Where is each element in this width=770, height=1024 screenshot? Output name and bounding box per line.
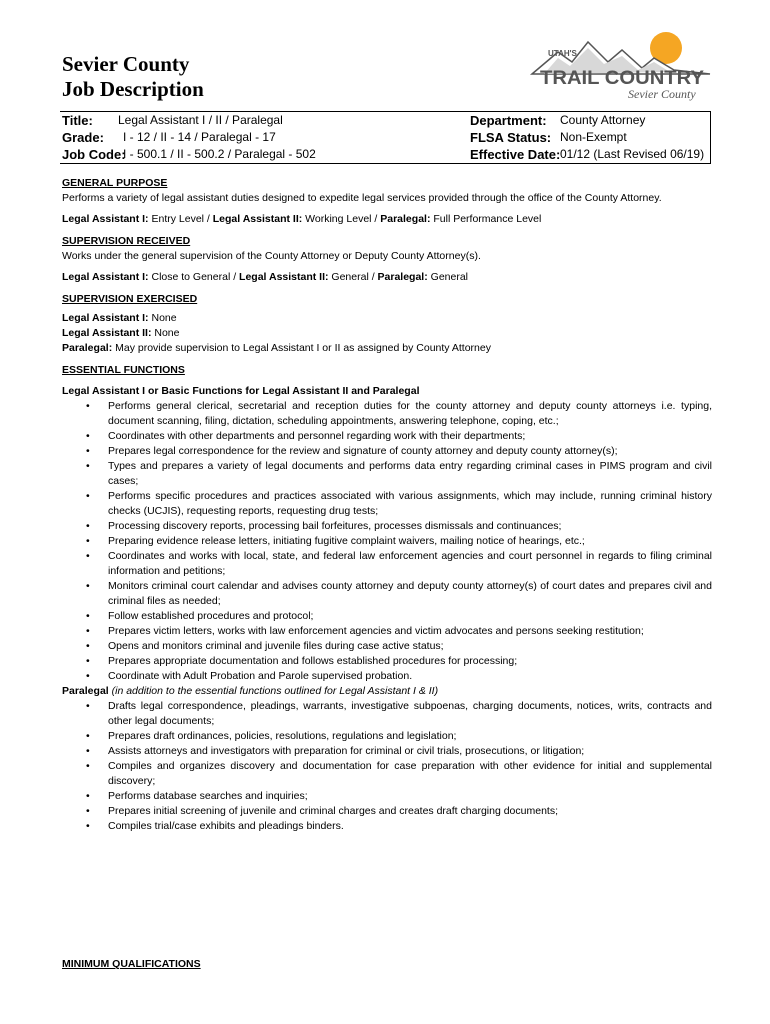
list-item: • Types and prepares a variety of legal documents and performs data entry regarding criminal cases in PIMS program and civil cases; [108, 459, 712, 489]
gp-para-value: Full Performance Level [430, 213, 542, 225]
supervision-received-text: Works under the general supervision of the County Attorney or Deputy County Attorney(s). [62, 250, 481, 262]
list-item: • Monitors criminal court calendar and advises county attorney and deputy county attorney(s) of court dates and prepares civil and criminal files as needed; [108, 579, 712, 609]
general-purpose-text: Performs a variety of legal assistant duties designed to expedite legal services provided through the office of the County Attorney. [62, 192, 662, 204]
jobcode-label: Job Code: [62, 147, 126, 162]
header-row-title [60, 112, 710, 129]
job-header-table [60, 111, 711, 164]
list-item: • Compiles and organizes discovery and documentation for case preparation with other evidence for initial and supplemental discovery; [108, 759, 712, 789]
list-item: • Coordinates with other departments and personnel regarding work with their departments; [108, 429, 712, 444]
department-value: County Attorney [560, 113, 646, 127]
sr-la2-value: General / [328, 271, 378, 283]
effective-date-label: Effective Date: [470, 147, 561, 162]
sr-la2-label: Legal Assistant II: [239, 271, 329, 283]
paralegal-note: (in addition to the essential functions outlined for Legal Assistant I & II) [108, 685, 439, 697]
list-item: • Assists attorneys and investigators with preparation for criminal or civil trials, prosecutions, or litigation; [108, 744, 712, 759]
grade-value: I - 12 / II - 14 / Paralegal - 17 [123, 130, 276, 144]
sr-para-value: General [427, 271, 469, 283]
flsa-value: Non-Exempt [560, 130, 627, 144]
supervision-received-levels [62, 270, 712, 285]
basic-functions-list [62, 399, 712, 684]
list-item: • Processing discovery reports, processing bail forfeitures, processes dismissals and continuances; [108, 519, 712, 534]
title-label: Title: [62, 113, 93, 128]
list-item: • Preparing evidence release letters, initiating fugitive complaint waivers, mailing notice of hearings, etc.; [108, 534, 712, 549]
se-la1-label: Legal Assistant I: [62, 312, 149, 324]
list-item: • Prepares initial screening of juvenile and criminal charges and creates draft charging documents; [108, 804, 712, 819]
se-para-label: Paralegal: [62, 342, 113, 354]
supervision-exercised-heading: SUPERVISION EXERCISED [62, 293, 198, 305]
paralegal-functions-heading [62, 684, 712, 699]
list-item: • Prepares appropriate documentation and follows established procedures for processing; [108, 654, 712, 669]
gp-la2-value: Working Level / [302, 213, 381, 225]
gp-la2-label: Legal Assistant II: [212, 213, 303, 225]
list-item: • Drafts legal correspondence, pleadings, warrants, investigative subpoenas, charging documents, notices, writs, contracts and other legal documents; [108, 699, 712, 729]
se-para-value: May provide supervision to Legal Assistant I or II as assigned by County Attorney [112, 342, 491, 354]
grade-label: Grade: [62, 130, 104, 145]
se-la2-label: Legal Assistant II: [62, 327, 152, 339]
title-line-2: Job Description [62, 77, 204, 101]
sr-la1-label: Legal Assistant I: [62, 271, 149, 283]
logo-sub-text: Sevier County [628, 87, 696, 101]
se-la1-line [62, 311, 712, 326]
effective-date-value: 01/12 (Last Revised 06/19) [560, 147, 705, 161]
list-item: • Compiles trial/case exhibits and pleadings binders. [108, 819, 712, 834]
paralegal-functions-list [62, 699, 712, 834]
jobcode-value: I - 500.1 / II - 500.2 / Paralegal - 502 [123, 147, 316, 161]
title-line-1: Sevier County [62, 52, 190, 76]
header-row-jobcode [60, 146, 710, 163]
sr-la1-value: Close to General / [148, 271, 240, 283]
general-purpose-heading: GENERAL PURPOSE [62, 177, 168, 189]
se-para-line [62, 341, 712, 356]
department-label: Department: [470, 113, 547, 128]
header-row-grade [60, 129, 710, 146]
list-item: • Coordinate with Adult Probation and Parole supervised probation. [108, 669, 712, 684]
document-body [62, 176, 712, 834]
logo-top-text: UTAH'S [548, 49, 577, 58]
list-item: • Performs database searches and inquiries; [108, 789, 712, 804]
list-item: • Prepares draft ordinances, policies, resolutions, regulations and legislation; [108, 729, 712, 744]
list-item: • Coordinates and works with local, state, and federal law enforcement agencies and court personnel in regards to filing criminal information and petitions; [108, 549, 712, 579]
list-item: • Performs specific procedures and practices associated with various assignments, which may include, running criminal history checks (UCJIS), requesting reports, requesting drug tests; [108, 489, 712, 519]
gp-para-label: Paralegal: [380, 213, 431, 225]
general-purpose-levels [62, 212, 712, 227]
se-la2-value: None [151, 327, 180, 339]
list-item: • Prepares legal correspondence for the review and signature of county attorney and deputy county attorney(s); [108, 444, 712, 459]
list-item: • Opens and monitors criminal and juvenile files during case active status; [108, 639, 712, 654]
flsa-label: FLSA Status: [470, 130, 552, 145]
title-value: Legal Assistant I / II / Paralegal [118, 113, 283, 127]
se-la2-line [62, 326, 712, 341]
list-item: • Follow established procedures and protocol; [108, 609, 712, 624]
se-la1-value: None [148, 312, 177, 324]
basic-functions-heading: Legal Assistant I or Basic Functions for Legal Assistant II and Paralegal [62, 385, 420, 397]
gp-la1-label: Legal Assistant I: [62, 213, 149, 225]
gp-la1-value: Entry Level / [148, 213, 213, 225]
sr-para-label: Paralegal: [377, 271, 428, 283]
paralegal-label: Paralegal [62, 685, 109, 697]
essential-functions-heading: ESSENTIAL FUNCTIONS [62, 364, 185, 376]
list-item: • Prepares victim letters, works with law enforcement agencies and victim advocates and persons seeking restitution; [108, 624, 712, 639]
list-item: • Performs general clerical, secretarial and reception duties for the county attorney and deputy county attorneys i.e. typing, document scanning, filing, dictation, scheduling appointments, answering telephone, coping, etc.; [108, 399, 712, 429]
minimum-qualifications-heading: MINIMUM QUALIFICATIONS [62, 958, 201, 970]
logo-main-text: TRAIL COUNTRY [540, 68, 705, 89]
document-title [62, 52, 204, 102]
trail-country-logo [524, 28, 712, 104]
supervision-received-heading: SUPERVISION RECEIVED [62, 235, 191, 247]
